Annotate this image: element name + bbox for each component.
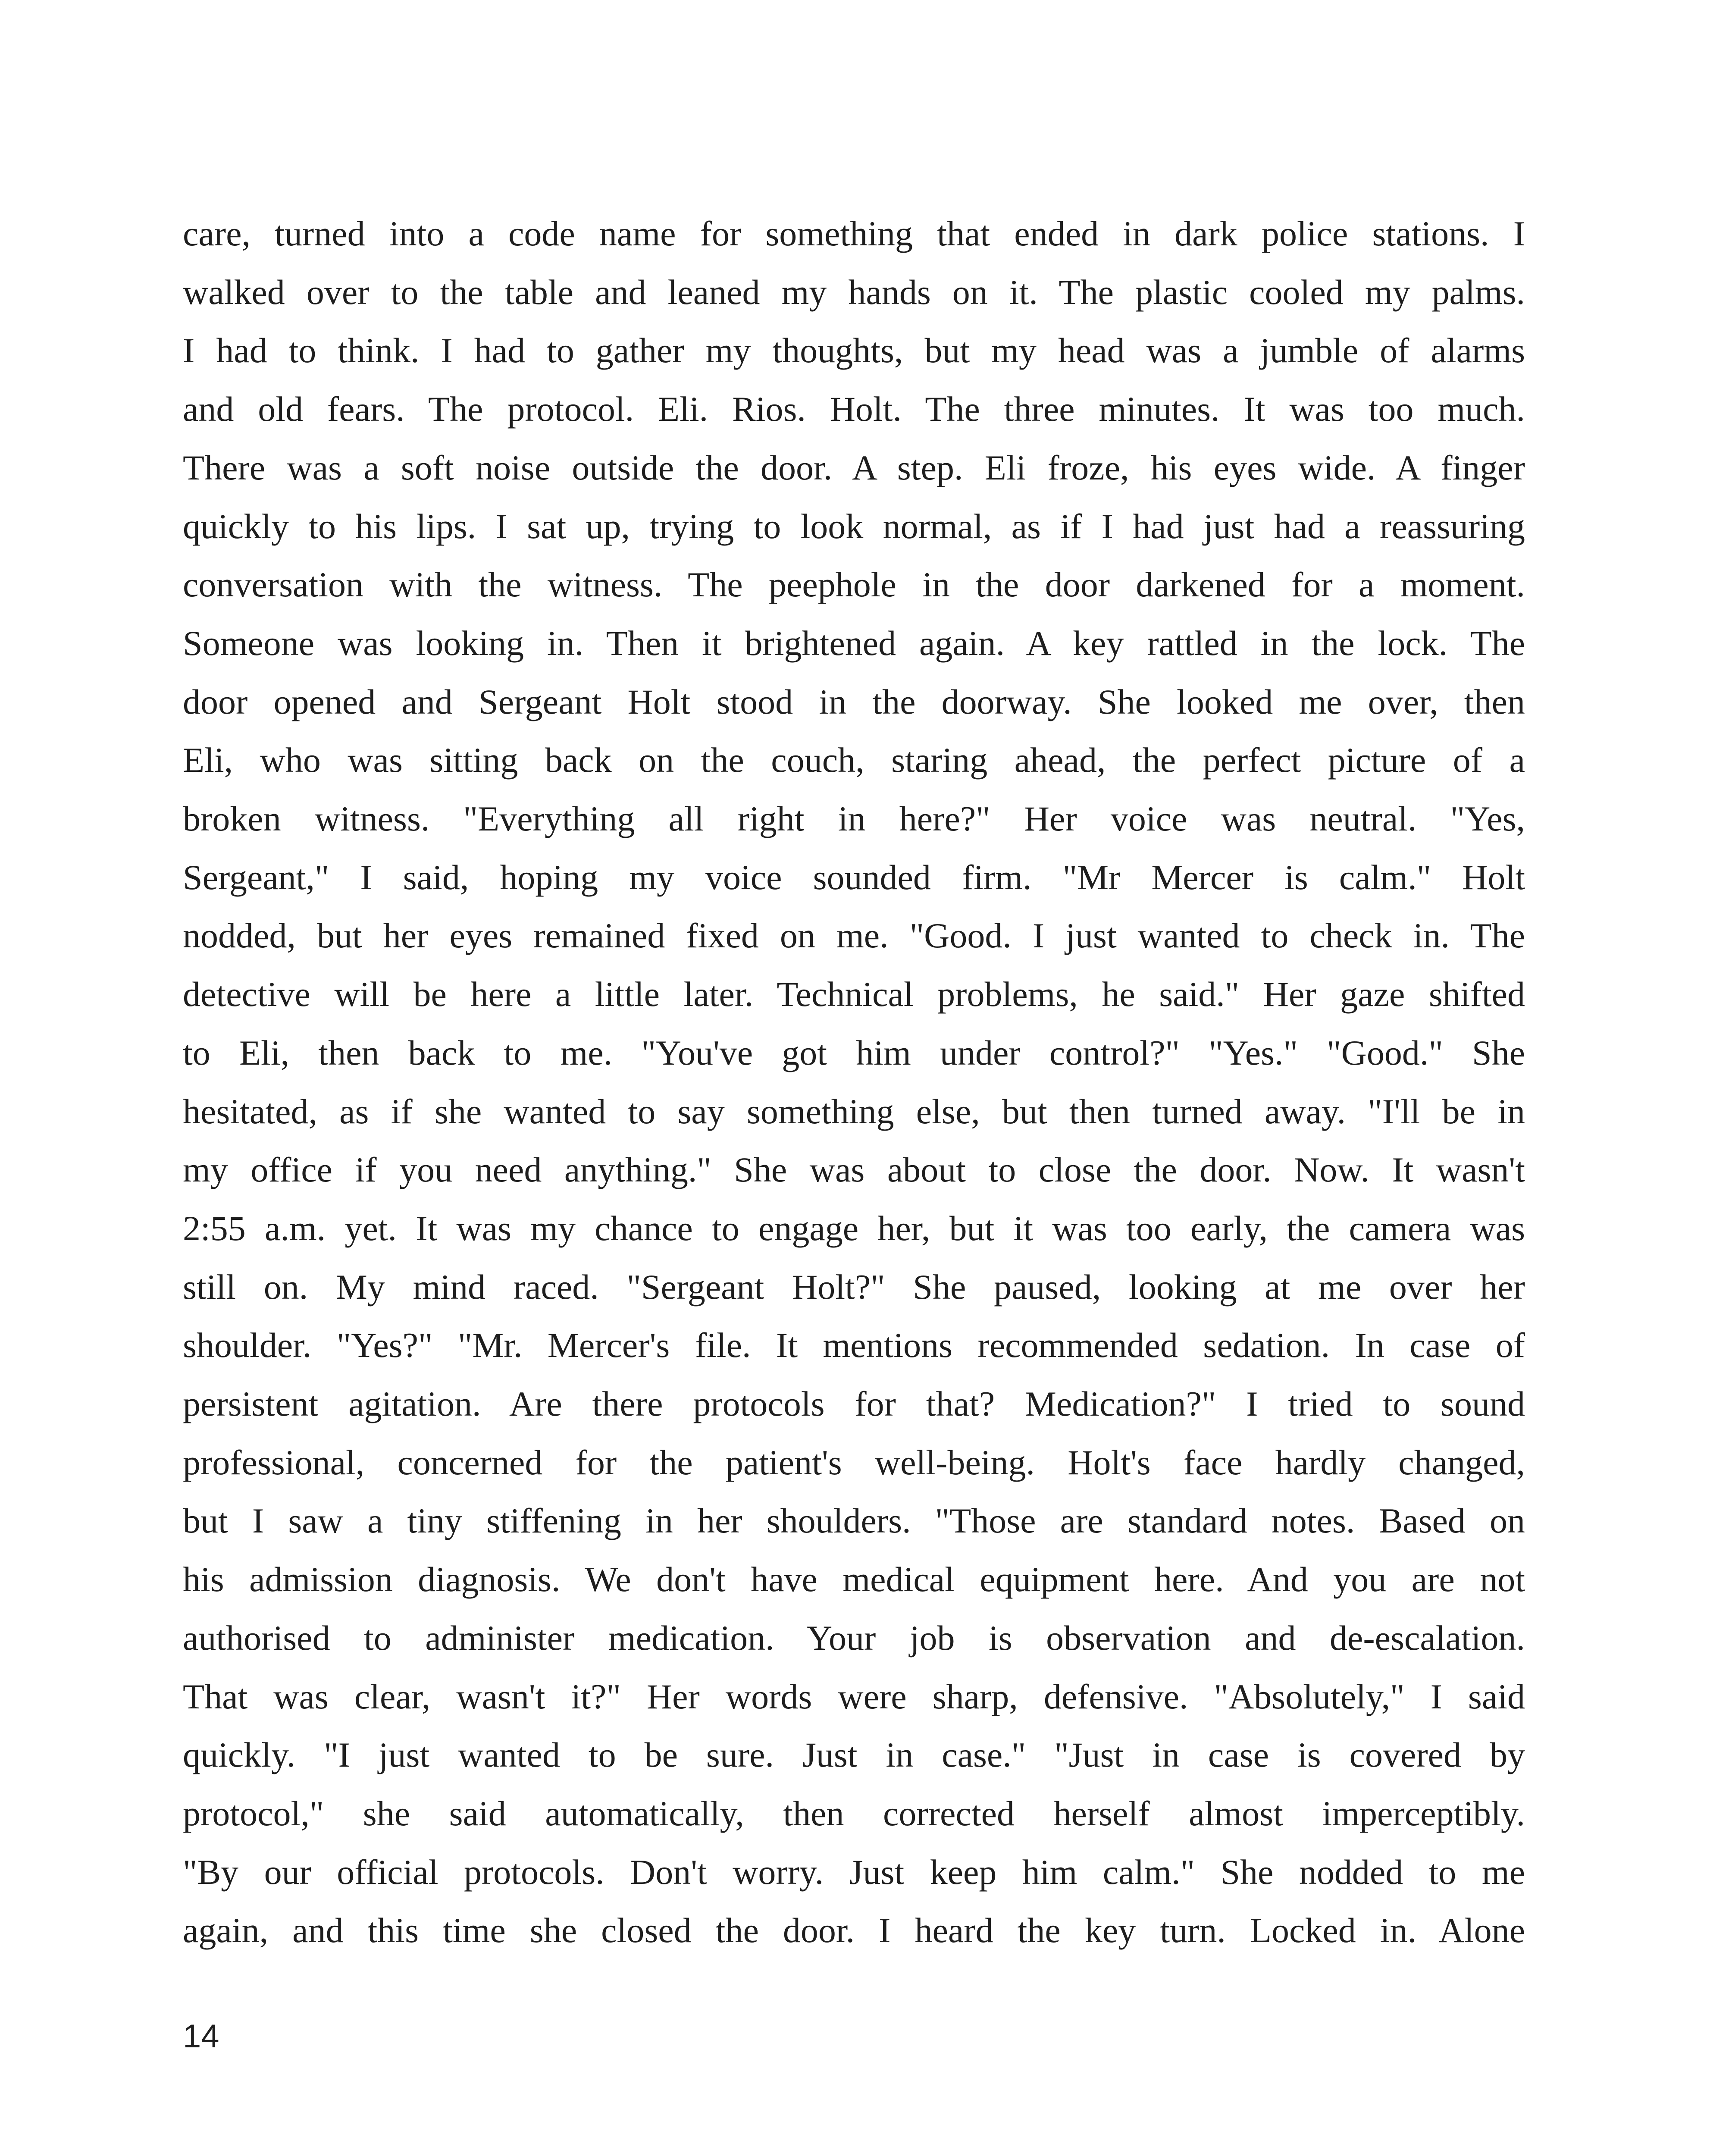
text-line: broken witness. "Everything all right in here?" Her voice was neutral. "Yes, <box>183 799 1525 839</box>
text-line: protocol," she said automatically, then corrected herself almost imperceptibly. <box>183 1793 1525 1833</box>
text-line: authorised to administer medication. Your job is observation and de-escalation. <box>183 1618 1525 1658</box>
page-number: 14 <box>183 2018 219 2055</box>
text-line: hesitated, as if she wanted to say something else, but then turned away. "I'll be in <box>183 1091 1525 1131</box>
text-line: Eli, who was sitting back on the couch, staring ahead, the perfect picture of a <box>183 740 1525 780</box>
text-line: quickly. "I just wanted to be sure. Just in case." "Just in case is covered by <box>183 1735 1525 1775</box>
text-line: Sergeant," I said, hoping my voice sounded firm. "Mr Mercer is calm." Holt <box>183 857 1525 897</box>
text-line: I had to think. I had to gather my thoughts, but my head was a jumble of alarms <box>183 331 1525 370</box>
text-line: quickly to his lips. I sat up, trying to look normal, as if I had just had a reassuring <box>183 506 1525 546</box>
text-line: still on. My mind raced. "Sergeant Holt?" She paused, looking at me over her <box>183 1267 1525 1307</box>
body-text <box>183 204 1525 1960</box>
text-line: professional, concerned for the patient's well-being. Holt's face hardly changed, <box>183 1442 1525 1482</box>
text-line: his admission diagnosis. We don't have medical equipment here. And you are not <box>183 1560 1525 1599</box>
text-line: shoulder. "Yes?" "Mr. Mercer's file. It mentions recommended sedation. In case of <box>183 1326 1525 1365</box>
text-line: detective will be here a little later. Technical problems, he said." Her gaze shifted <box>183 975 1525 1014</box>
text-line: That was clear, wasn't it?" Her words were sharp, defensive. "Absolutely," I said <box>183 1677 1525 1716</box>
text-line: 2:55 a.m. yet. It was my chance to engage her, but it was too early, the camera was <box>183 1208 1525 1248</box>
text-line: to Eli, then back to me. "You've got him under control?" "Yes." "Good." She <box>183 1033 1525 1072</box>
text-line: my office if you need anything." She was about to close the door. Now. It wasn't <box>183 1150 1525 1190</box>
text-line: "By our official protocols. Don't worry. Just keep him calm." She nodded to me <box>183 1852 1525 1892</box>
text-line: Someone was looking in. Then it brightened again. A key rattled in the lock. The <box>183 623 1525 663</box>
text-line: but I saw a tiny stiffening in her shoulders. "Those are standard notes. Based on <box>183 1501 1525 1541</box>
text-line: walked over to the table and leaned my hands on it. The plastic cooled my palms. <box>183 272 1525 312</box>
text-line: again, and this time she closed the door. I heard the key turn. Locked in. Alone <box>183 1911 1525 1950</box>
text-line: There was a soft noise outside the door. A step. Eli froze, his eyes wide. A finger <box>183 448 1525 487</box>
text-line: care, turned into a code name for something that ended in dark police stations. I <box>183 214 1525 253</box>
text-line: conversation with the witness. The peephole in the door darkened for a moment. <box>183 565 1525 605</box>
text-line: persistent agitation. Are there protocols for that? Medication?" I tried to sound <box>183 1384 1525 1424</box>
text-line: and old fears. The protocol. Eli. Rios. Holt. The three minutes. It was too much. <box>183 389 1525 429</box>
text-line: nodded, but her eyes remained fixed on me. "Good. I just wanted to check in. The <box>183 916 1525 956</box>
text-line: door opened and Sergeant Holt stood in the doorway. She looked me over, then <box>183 682 1525 721</box>
